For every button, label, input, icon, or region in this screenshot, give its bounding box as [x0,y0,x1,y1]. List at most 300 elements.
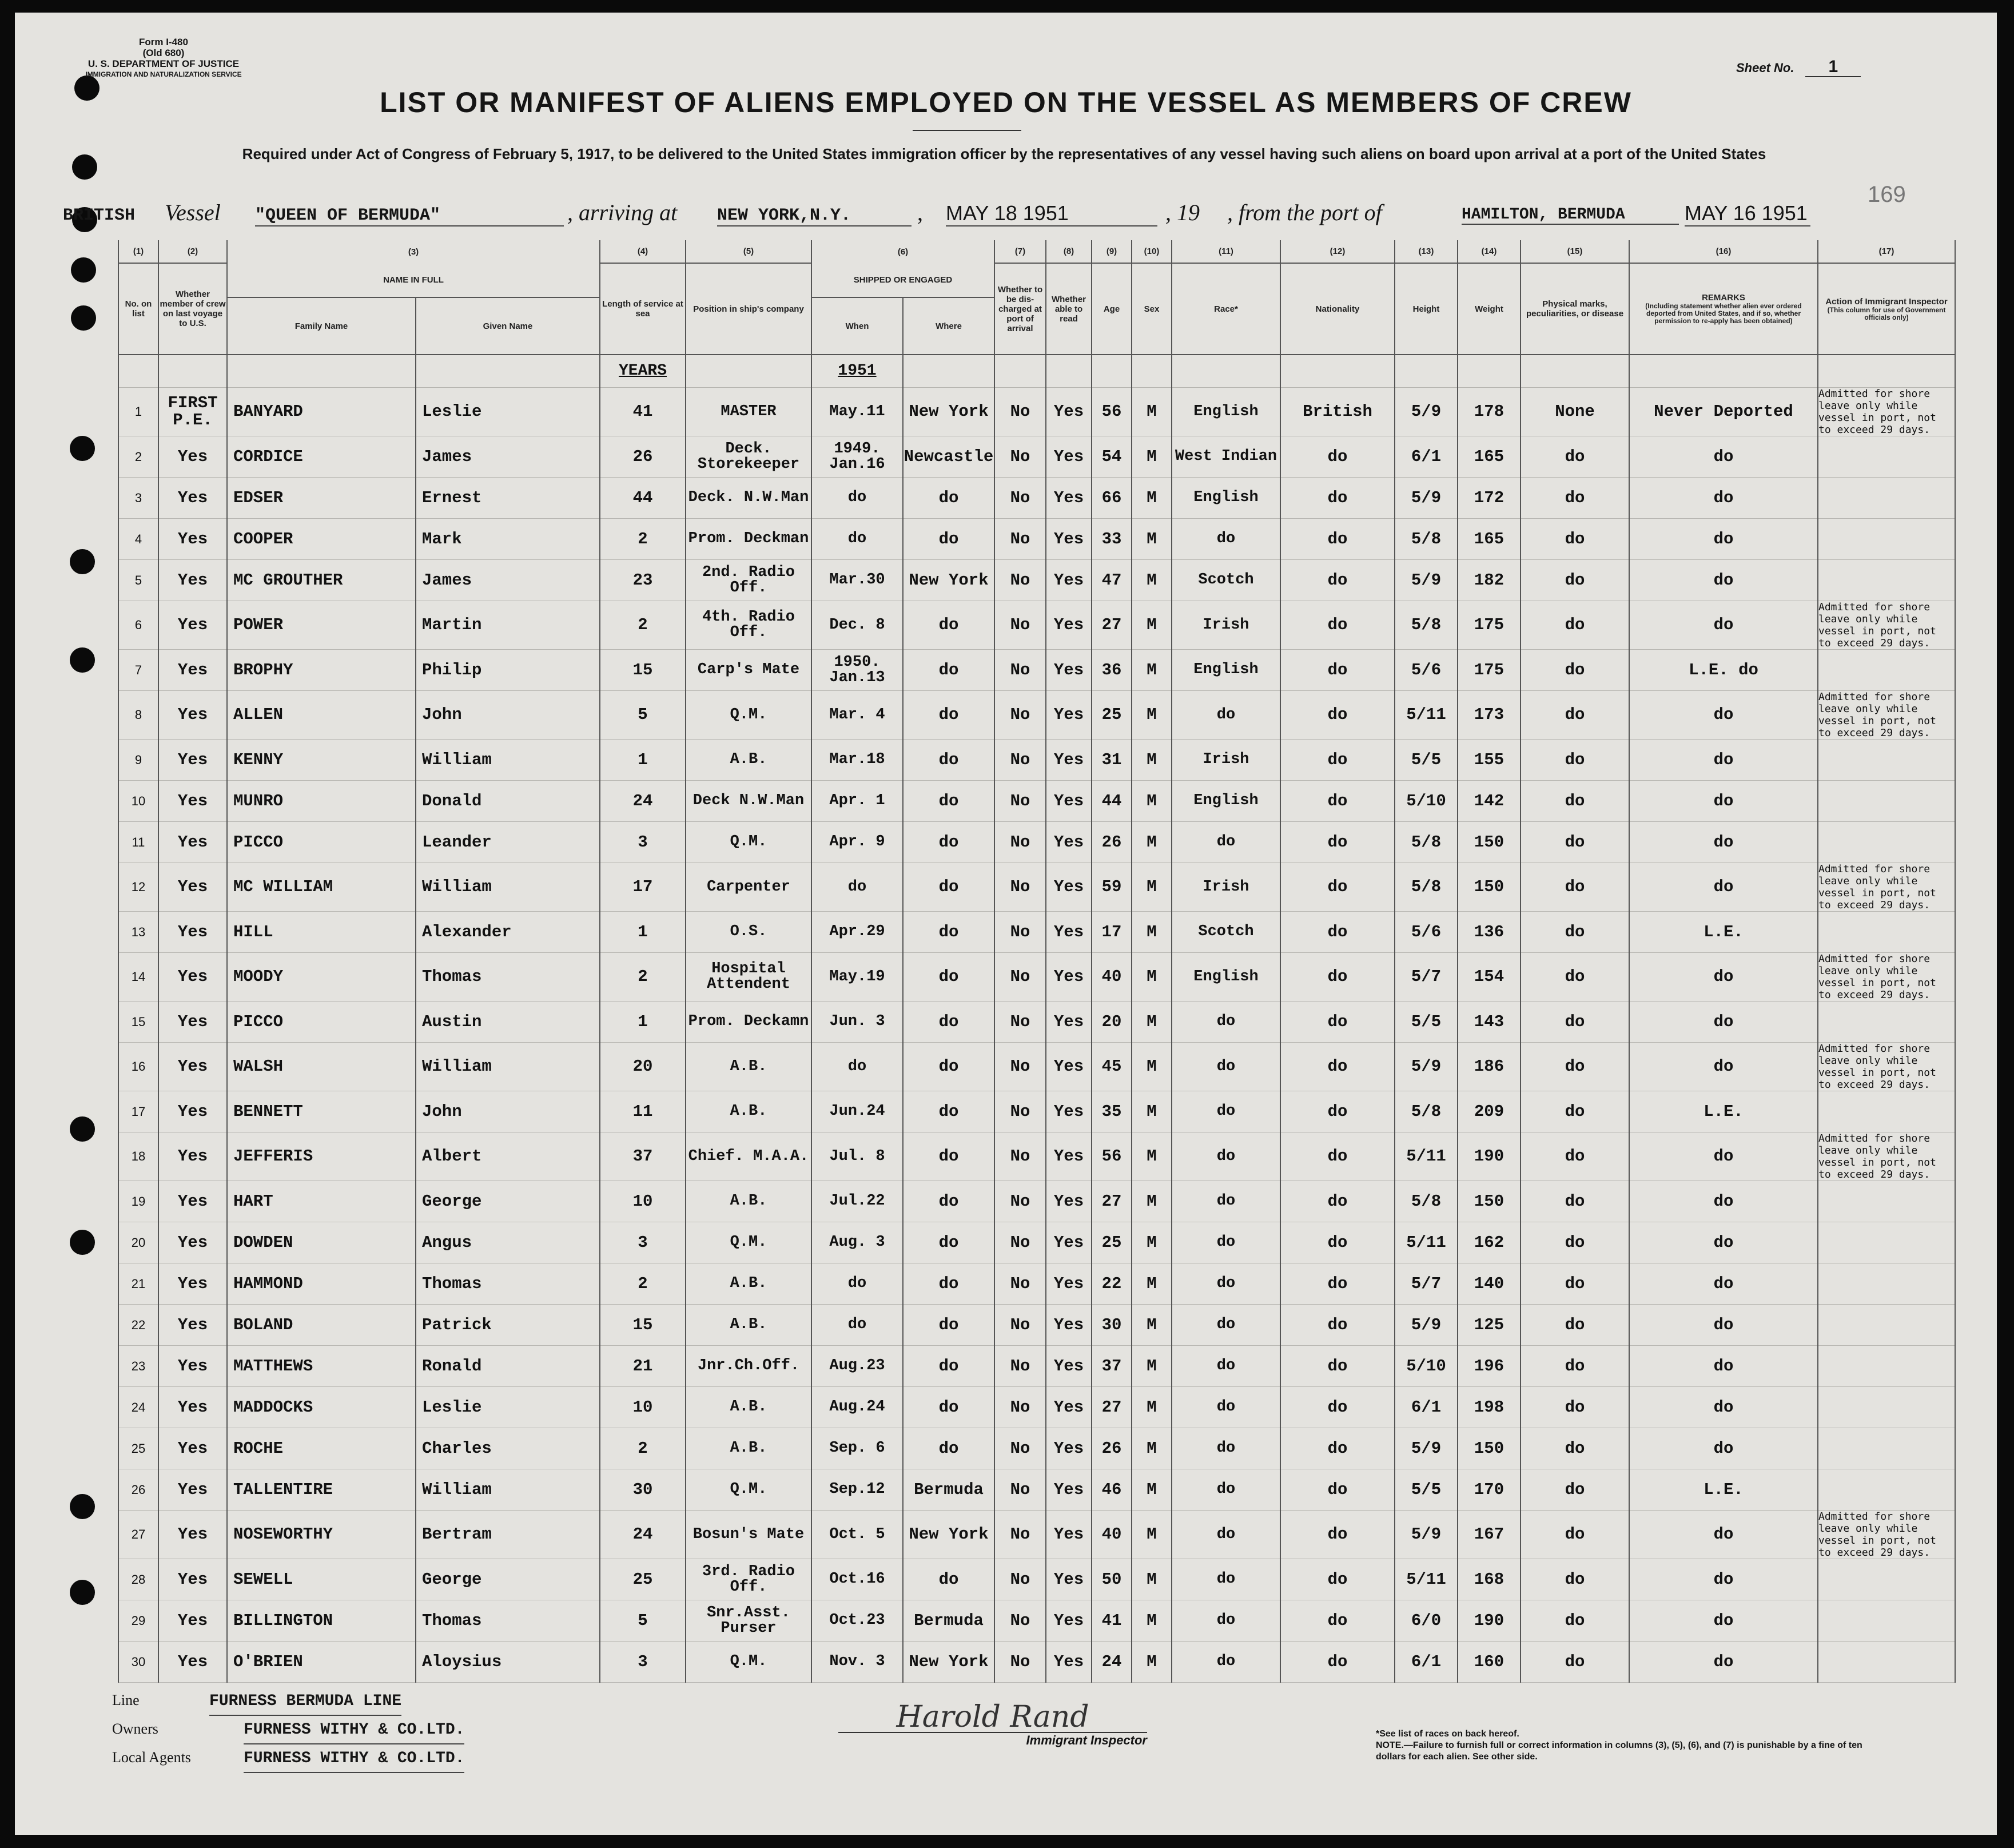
age: 27 [1092,1387,1132,1428]
sex: M [1132,601,1172,650]
given-name: Aloysius [416,1642,600,1683]
physical-marks: do [1521,953,1629,1002]
able-to-read: Yes [1046,1346,1092,1387]
nationality: do [1280,1428,1395,1469]
able-to-read: Yes [1046,1043,1092,1091]
family-name: COOPER [227,519,416,560]
position: 3rd. Radio Off. [686,1559,811,1600]
given-name: Patrick [416,1305,600,1346]
sex: M [1132,478,1172,519]
length-of-service: 26 [600,436,686,478]
member-last-voyage: Yes [158,650,227,691]
year-unit: 1951 [811,355,903,388]
row-number: 25 [118,1428,158,1469]
remarks: do [1629,1346,1818,1387]
col-number: (10) [1132,240,1172,263]
age: 26 [1092,1428,1132,1469]
weight: 167 [1458,1511,1521,1559]
row-number: 5 [118,560,158,601]
able-to-read: Yes [1046,1428,1092,1469]
weight: 165 [1458,519,1521,560]
sex: M [1132,560,1172,601]
member-last-voyage: Yes [158,1305,227,1346]
header-weight: Weight [1458,263,1521,355]
sex: M [1132,1002,1172,1043]
position: A.B. [686,1263,811,1305]
physical-marks: do [1521,1181,1629,1222]
family-name: MC GROUTHER [227,560,416,601]
physical-marks: do [1521,822,1629,863]
family-name: HILL [227,912,416,953]
header-given-name: Given Name [416,297,600,355]
sex: M [1132,1132,1172,1181]
member-last-voyage: Yes [158,1263,227,1305]
given-name: Thomas [416,1600,600,1642]
shipped-where: do [903,740,994,781]
row-number: 4 [118,519,158,560]
nationality: do [1280,691,1395,740]
row-number: 9 [118,740,158,781]
departure-port: HAMILTON, BERMUDA [1462,206,1679,225]
inspector-action [1818,1559,1955,1600]
header-able-to-read: Whether able to read [1046,263,1092,355]
able-to-read: Yes [1046,1469,1092,1511]
physical-marks: do [1521,740,1629,781]
family-name: ROCHE [227,1428,416,1469]
member-last-voyage: Yes [158,1428,227,1469]
discharged: No [994,1002,1046,1043]
nationality: do [1280,1346,1395,1387]
position: A.B. [686,1181,811,1222]
age: 66 [1092,478,1132,519]
given-name: Alexander [416,912,600,953]
given-name: George [416,1181,600,1222]
member-last-voyage: Yes [158,1346,227,1387]
shipped-when: do [811,478,903,519]
inspector-action [1818,560,1955,601]
sex: M [1132,1091,1172,1132]
race: Scotch [1172,560,1280,601]
weight: 150 [1458,822,1521,863]
crew-row [118,1132,1955,1181]
race: do [1172,822,1280,863]
height: 5/5 [1395,1469,1458,1511]
length-of-service: 3 [600,822,686,863]
row-number: 1 [118,388,158,436]
length-of-service: 3 [600,1642,686,1683]
race: English [1172,781,1280,822]
inspector-action [1818,519,1955,560]
position: Deck. N.W.Man [686,478,811,519]
discharged: No [994,560,1046,601]
position: A.B. [686,1387,811,1428]
crew-row [118,1043,1955,1091]
shipped-where: do [903,1387,994,1428]
discharged: No [994,388,1046,436]
sex: M [1132,1428,1172,1469]
age: 46 [1092,1469,1132,1511]
discharged: No [994,1600,1046,1642]
footnotes [1376,1728,1890,1763]
remarks: Never Deported [1629,388,1818,436]
header-height: Height [1395,263,1458,355]
inspector-action [1818,1091,1955,1132]
col-number: (14) [1458,240,1521,263]
position: A.B. [686,1043,811,1091]
member-last-voyage: Yes [158,1600,227,1642]
family-name: POWER [227,601,416,650]
discharged: No [994,863,1046,912]
remarks: do [1629,1181,1818,1222]
shipped-where: do [903,519,994,560]
position: Jnr.Ch.Off. [686,1346,811,1387]
crew-row [118,519,1955,560]
given-name: Thomas [416,1263,600,1305]
member-last-voyage: Yes [158,519,227,560]
height: 5/11 [1395,1559,1458,1600]
nationality: do [1280,740,1395,781]
shipped-when: Oct.23 [811,1600,903,1642]
shipped-where: do [903,953,994,1002]
crew-manifest-table [118,240,1956,1683]
shipped-when: Apr. 1 [811,781,903,822]
header-sex: Sex [1132,263,1172,355]
sex: M [1132,953,1172,1002]
crew-row [118,601,1955,650]
age: 50 [1092,1559,1132,1600]
race: do [1172,1222,1280,1263]
punch-hole [70,1116,95,1142]
inspector-action: Admitted for shore leave only while vessel in port, not to exceed 29 days. [1818,1511,1955,1559]
shipped-when: Mar. 4 [811,691,903,740]
member-last-voyage: Yes [158,740,227,781]
remarks: L.E. do [1629,650,1818,691]
able-to-read: Yes [1046,1305,1092,1346]
inspector-action: Admitted for shore leave only while vessel in port, not to exceed 29 days. [1818,388,1955,436]
weight: 190 [1458,1132,1521,1181]
line-value: FURNESS BERMUDA LINE [209,1688,401,1716]
given-name: William [416,1469,600,1511]
family-name: TALLENTIRE [227,1469,416,1511]
height: 6/1 [1395,1387,1458,1428]
col-number: (2) [158,240,227,263]
height: 5/9 [1395,1043,1458,1091]
weight: 162 [1458,1222,1521,1263]
race: do [1172,1642,1280,1683]
age: 40 [1092,953,1132,1002]
inspector-action [1818,1263,1955,1305]
shipped-when: Nov. 3 [811,1642,903,1683]
able-to-read: Yes [1046,740,1092,781]
shipped-when: Jul. 8 [811,1132,903,1181]
discharged: No [994,1511,1046,1559]
row-number: 7 [118,650,158,691]
shipped-when: Apr. 9 [811,822,903,863]
col-number: (15) [1521,240,1629,263]
position: Prom. Deckamn [686,1002,811,1043]
header-remarks [1629,263,1818,355]
shipped-where: do [903,1043,994,1091]
remarks-title: REMARKS [1702,293,1745,303]
header-where: Where [903,297,994,355]
age: 25 [1092,691,1132,740]
shipped-where: do [903,781,994,822]
header-discharged: Whether to be dis-charged at port of arrival [994,263,1046,355]
position: Hospital Attendent [686,953,811,1002]
able-to-read: Yes [1046,478,1092,519]
arriving-label: , arriving at [567,200,678,225]
inspector-action [1818,1428,1955,1469]
row-number: 15 [118,1002,158,1043]
sex: M [1132,1642,1172,1683]
remarks: do [1629,1263,1818,1305]
inspector-action [1818,1642,1955,1683]
able-to-read: Yes [1046,912,1092,953]
row-number: 27 [118,1511,158,1559]
races-footnote: *See list of races on back hereof. [1376,1729,1519,1739]
family-name: PICCO [227,1002,416,1043]
sex: M [1132,1511,1172,1559]
weight: 186 [1458,1043,1521,1091]
row-number: 23 [118,1346,158,1387]
shipped-when: Sep. 6 [811,1428,903,1469]
crew-row [118,1002,1955,1043]
punch-hole [70,1494,95,1519]
shipped-when: Aug. 3 [811,1222,903,1263]
discharged: No [994,912,1046,953]
position: MASTER [686,388,811,436]
sheet-label: Sheet No. [1736,61,1794,75]
age: 30 [1092,1305,1132,1346]
remarks: do [1629,1043,1818,1091]
race: Irish [1172,863,1280,912]
shipped-where: do [903,1305,994,1346]
length-of-service: 1 [600,912,686,953]
weight: 175 [1458,650,1521,691]
row-number: 28 [118,1559,158,1600]
inspector-action [1818,436,1955,478]
given-name: William [416,740,600,781]
race: do [1172,1428,1280,1469]
discharged: No [994,478,1046,519]
discharged: No [994,1132,1046,1181]
page-subtitle: Required under Act of Congress of February 5, 1917, to be delivered to the United States immigration officer by the representatives of any vessel having such aliens on board upon arrival at a port of the United States [242,145,1766,162]
crew-row [118,781,1955,822]
nationality: do [1280,1002,1395,1043]
crew-row [118,1346,1955,1387]
col-number: (6) [811,240,994,263]
age: 35 [1092,1091,1132,1132]
nationality: do [1280,822,1395,863]
row-number: 24 [118,1387,158,1428]
member-last-voyage: FIRST P.E. [158,388,227,436]
shipped-when: do [811,1043,903,1091]
sex: M [1132,863,1172,912]
physical-marks: do [1521,519,1629,560]
height: 6/1 [1395,436,1458,478]
given-name: George [416,1559,600,1600]
age: 54 [1092,436,1132,478]
height: 5/8 [1395,519,1458,560]
header-physical-marks: Physical marks, peculiarities, or disease [1521,263,1629,355]
shipped-when: May.11 [811,388,903,436]
nationality: do [1280,1511,1395,1559]
family-name: BENNETT [227,1091,416,1132]
shipped-when: Aug.23 [811,1346,903,1387]
height: 5/9 [1395,388,1458,436]
height: 5/10 [1395,781,1458,822]
member-last-voyage: Yes [158,560,227,601]
physical-marks: do [1521,1091,1629,1132]
position: Q.M. [686,1469,811,1511]
shipped-when: Sep.12 [811,1469,903,1511]
age: 45 [1092,1043,1132,1091]
row-number: 20 [118,1222,158,1263]
shipped-when: 1949. Jan.16 [811,436,903,478]
family-name: O'BRIEN [227,1642,416,1683]
family-name: CORDICE [227,436,416,478]
sex: M [1132,1222,1172,1263]
able-to-read: Yes [1046,1263,1092,1305]
nationality: do [1280,560,1395,601]
family-name: MUNRO [227,781,416,822]
crew-row [118,1305,1955,1346]
race: Scotch [1172,912,1280,953]
nationality: do [1280,1263,1395,1305]
age: 31 [1092,740,1132,781]
position: Snr.Asst. Purser [686,1600,811,1642]
length-of-service: 2 [600,601,686,650]
shipped-where: do [903,478,994,519]
length-of-service: 25 [600,1559,686,1600]
row-number: 10 [118,781,158,822]
given-name: James [416,436,600,478]
weight: 175 [1458,601,1521,650]
inspector-action [1818,1222,1955,1263]
discharged: No [994,1181,1046,1222]
position: Carp's Mate [686,650,811,691]
shipped-where: do [903,1181,994,1222]
age: 37 [1092,1346,1132,1387]
given-name: James [416,560,600,601]
shipped-when: do [811,1305,903,1346]
row-number: 12 [118,863,158,912]
height: 5/11 [1395,1132,1458,1181]
able-to-read: Yes [1046,1600,1092,1642]
header-no-on-list: No. on list [118,263,158,355]
form-old-number: (Old 680) [142,47,185,58]
crew-row [118,1222,1955,1263]
row-number: 2 [118,436,158,478]
member-last-voyage: Yes [158,953,227,1002]
nationality: do [1280,519,1395,560]
able-to-read: Yes [1046,519,1092,560]
member-last-voyage: Yes [158,691,227,740]
weight: 196 [1458,1346,1521,1387]
shipped-where: do [903,822,994,863]
length-of-service: 21 [600,1346,686,1387]
sex: M [1132,1559,1172,1600]
race: do [1172,1002,1280,1043]
agents-value: FURNESS WITHY & CO.LTD. [244,1746,464,1773]
weight: 198 [1458,1387,1521,1428]
length-of-service: 2 [600,953,686,1002]
inspector-action [1818,1305,1955,1346]
owners-value: FURNESS WITHY & CO.LTD. [244,1717,464,1744]
family-name: BILLINGTON [227,1600,416,1642]
discharged: No [994,436,1046,478]
shipped-where: do [903,601,994,650]
given-name: Philip [416,650,600,691]
height: 5/8 [1395,1181,1458,1222]
weight: 136 [1458,912,1521,953]
remarks: do [1629,740,1818,781]
row-number: 21 [118,1263,158,1305]
punch-hole [70,549,95,574]
shipped-where: do [903,1222,994,1263]
length-of-service: 10 [600,1387,686,1428]
row-number: 14 [118,953,158,1002]
age: 44 [1092,781,1132,822]
nationality: do [1280,1091,1395,1132]
age: 41 [1092,1600,1132,1642]
punch-hole [70,1580,95,1605]
nationality: do [1280,436,1395,478]
weight: 140 [1458,1263,1521,1305]
discharged: No [994,1222,1046,1263]
row-number: 30 [118,1642,158,1683]
height: 5/9 [1395,1511,1458,1559]
sheet-number [1736,57,1861,77]
physical-marks: do [1521,912,1629,953]
header-age: Age [1092,263,1132,355]
race: do [1172,1346,1280,1387]
sex: M [1132,1346,1172,1387]
sex: M [1132,650,1172,691]
header-race: Race* [1172,263,1280,355]
weight: 178 [1458,388,1521,436]
race: Irish [1172,601,1280,650]
arrival-date-stamp: MAY 18 1951 [946,201,1157,226]
year-label: , 19 [1165,200,1200,225]
height: 5/9 [1395,560,1458,601]
physical-marks: do [1521,1511,1629,1559]
member-last-voyage: Yes [158,822,227,863]
physical-marks: do [1521,436,1629,478]
family-name: EDSER [227,478,416,519]
position: 2nd. Radio Off. [686,560,811,601]
weight: 190 [1458,1600,1521,1642]
race: do [1172,691,1280,740]
discharged: No [994,1642,1046,1683]
length-of-service: 41 [600,388,686,436]
physical-marks: None [1521,388,1629,436]
length-of-service: 2 [600,1263,686,1305]
position: Deck. Storekeeper [686,436,811,478]
given-name: Angus [416,1222,600,1263]
physical-marks: do [1521,478,1629,519]
age: 33 [1092,519,1132,560]
sex: M [1132,388,1172,436]
age: 27 [1092,1181,1132,1222]
inspector-action: Admitted for shore leave only while vessel in port, not to exceed 29 days. [1818,691,1955,740]
remarks: do [1629,953,1818,1002]
crew-row [118,912,1955,953]
inspector-action [1818,650,1955,691]
length-of-service: 24 [600,781,686,822]
penalty-note: NOTE.—Failure to furnish full or correct information in columns (3), (5), (6), and (7) is punishable by a fine of ten dollars for each alien. See other side. [1376,1740,1862,1762]
physical-marks: do [1521,1428,1629,1469]
